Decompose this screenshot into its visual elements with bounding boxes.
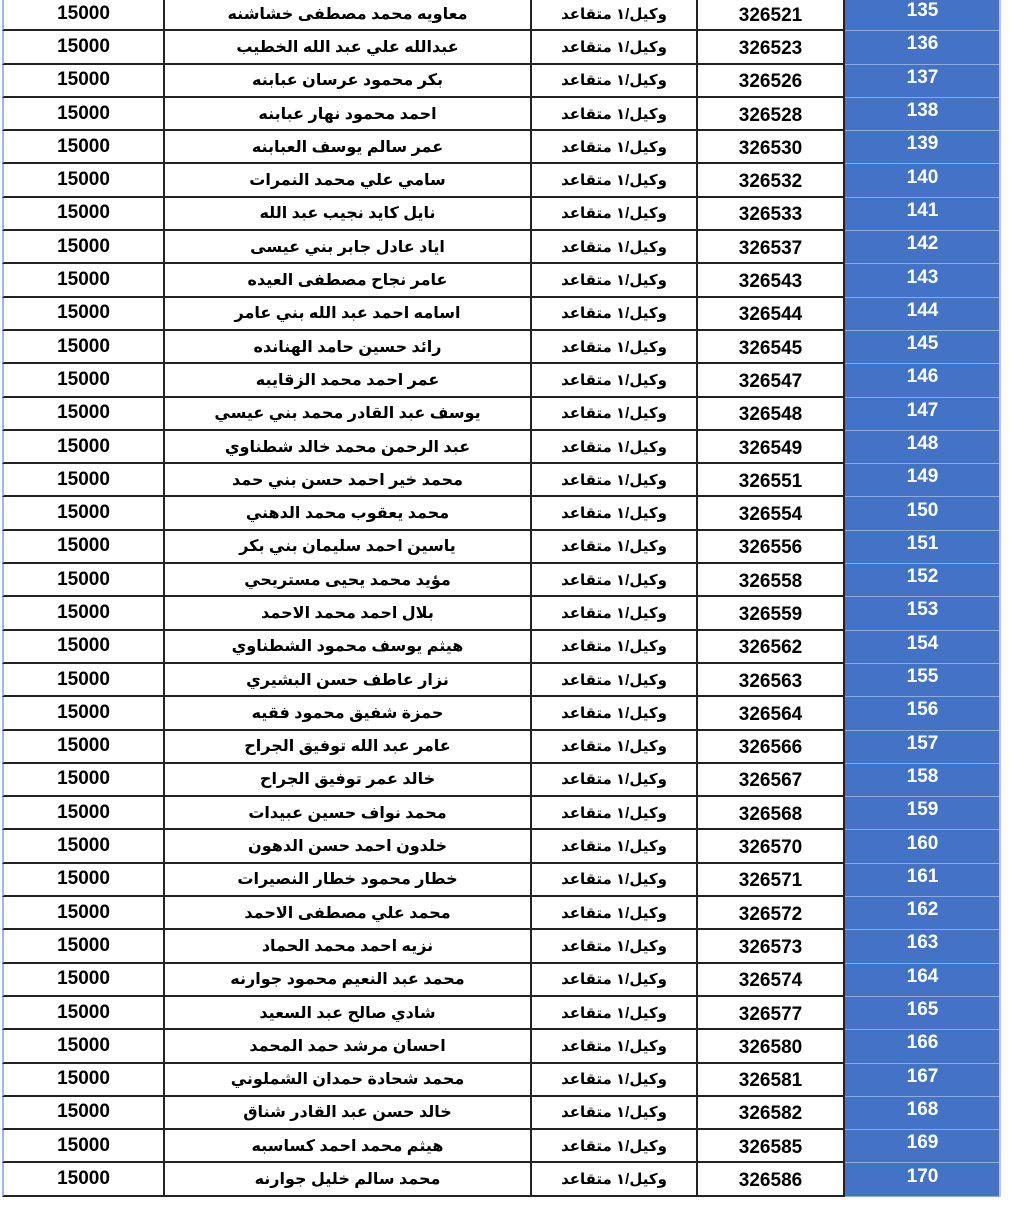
amount-cell[interactable]: 15000 [2,897,163,930]
employee-id-cell[interactable]: 326567 [696,764,845,797]
employee-id-cell[interactable]: 326530 [696,131,845,164]
index-column-edge [999,930,1001,963]
employee-id-cell[interactable]: 326580 [696,1030,845,1063]
name-cell[interactable]: محمد خير احمد حسن بني حمد [163,464,530,497]
name-cell[interactable]: عبدالله علي عبد الله الخطيب [163,31,530,64]
index-column-edge [999,731,1001,764]
table-row [0,531,1009,564]
amount-cell[interactable]: 15000 [2,0,163,31]
table-row [0,331,1009,364]
index-column-edge [999,264,1001,297]
employee-id-cell[interactable]: 326563 [696,664,845,697]
table-row [0,298,1009,331]
index-column-edge [999,198,1001,231]
amount-cell[interactable]: 15000 [2,398,163,431]
amount-cell[interactable]: 15000 [2,31,163,64]
name-cell[interactable]: مؤيد محمد يحيى مستريحي [163,564,530,597]
name-cell[interactable]: معاويه محمد مصطفى خشاشنه [163,0,530,31]
employee-id-cell[interactable]: 326545 [696,331,845,364]
job-title-cell[interactable]: وكيل/١ متقاعد [530,964,696,997]
row-index-cell[interactable]: 162 [845,897,1000,930]
amount-cell[interactable]: 15000 [2,631,163,664]
table-row [0,65,1009,98]
table-row [0,497,1009,530]
amount-cell[interactable]: 15000 [2,997,163,1030]
row-index-cell[interactable]: 164 [845,964,1000,997]
row-index-cell[interactable]: 144 [845,298,1000,331]
index-column-edge [999,764,1001,797]
employee-id-cell[interactable]: 326537 [696,231,845,264]
table-row [0,398,1009,431]
row-index-cell[interactable]: 147 [845,398,1000,431]
amount-cell[interactable]: 15000 [2,531,163,564]
row-index-cell[interactable]: 142 [845,231,1000,264]
index-column-edge [999,331,1001,364]
name-cell[interactable]: خالد حسن عبد القادر شناق [163,1097,530,1130]
row-index-cell[interactable]: 154 [845,631,1000,664]
employee-id-cell[interactable]: 326571 [696,864,845,897]
name-cell[interactable]: اسامه احمد عبد الله بني عامر [163,298,530,331]
row-index-cell[interactable]: 150 [845,497,1000,530]
employee-id-cell[interactable]: 326526 [696,65,845,98]
table-row [0,597,1009,630]
table-row [0,897,1009,930]
table-row [0,164,1009,197]
index-column-edge [999,1097,1001,1130]
name-cell[interactable]: عمر احمد محمد الزقايبه [163,364,530,397]
table-row [0,231,1009,264]
name-cell[interactable]: محمد يعقوب محمد الدهني [163,497,530,530]
name-cell[interactable]: ياسين احمد سليمان بني بكر [163,531,530,564]
job-title-cell[interactable]: وكيل/١ متقاعد [530,897,696,930]
name-cell[interactable]: خلدون احمد حسن الدهون [163,830,530,863]
row-index-cell[interactable]: 148 [845,431,1000,464]
employee-id-cell[interactable]: 326564 [696,697,845,730]
job-title-cell[interactable]: وكيل/١ متقاعد [530,98,696,131]
employee-id-cell[interactable]: 326528 [696,98,845,131]
amount-cell[interactable]: 15000 [2,697,163,730]
index-column-edge [999,1030,1001,1063]
amount-cell[interactable]: 15000 [2,364,163,397]
table-row [0,1030,1009,1063]
employee-id-cell[interactable]: 326521 [696,0,845,31]
job-title-cell[interactable]: وكيل/١ متقاعد [530,1097,696,1130]
job-title-cell[interactable]: وكيل/١ متقاعد [530,131,696,164]
job-title-cell[interactable]: وكيل/١ متقاعد [530,997,696,1030]
name-cell[interactable]: محمد علي مصطفى الاحمد [163,897,530,930]
employee-id-cell[interactable]: 326548 [696,398,845,431]
row-index-cell[interactable]: 138 [845,98,1000,131]
index-column-edge [999,1130,1001,1163]
amount-cell[interactable]: 15000 [2,1064,163,1097]
row-index-cell[interactable]: 136 [845,31,1000,64]
row-index-cell[interactable]: 141 [845,198,1000,231]
row-index-cell[interactable]: 157 [845,731,1000,764]
index-column-edge [999,31,1001,64]
employee-id-cell[interactable]: 326532 [696,164,845,197]
amount-cell[interactable]: 15000 [2,331,163,364]
row-index-cell[interactable]: 155 [845,664,1000,697]
table-row [0,1130,1009,1163]
index-column-edge [999,997,1001,1030]
name-cell[interactable]: اياد عادل جابر بني عيسى [163,231,530,264]
index-column-edge [999,1064,1001,1097]
amount-cell[interactable]: 15000 [2,664,163,697]
table-row [0,797,1009,830]
row-index-cell[interactable]: 140 [845,164,1000,197]
row-index-cell[interactable]: 158 [845,764,1000,797]
job-title-cell[interactable]: وكيل/١ متقاعد [530,597,696,630]
row-index-cell[interactable]: 145 [845,331,1000,364]
name-cell[interactable]: عمر سالم يوسف العبابنه [163,131,530,164]
index-column-edge [999,0,1001,31]
row-index-cell[interactable]: 135 [845,0,1000,31]
row-index-cell[interactable]: 149 [845,464,1000,497]
employee-id-cell[interactable]: 326556 [696,531,845,564]
job-title-cell[interactable]: وكيل/١ متقاعد [530,31,696,64]
table-row [0,664,1009,697]
name-cell[interactable]: محمد شحادة حمدان الشملوني [163,1064,530,1097]
employee-id-cell[interactable]: 326586 [696,1163,845,1196]
row-index-cell[interactable]: 163 [845,930,1000,963]
name-cell[interactable]: هيثم محمد احمد كساسبه [163,1130,530,1163]
index-column-edge [999,1163,1001,1196]
table-row [0,31,1009,64]
table-row [0,997,1009,1030]
amount-cell[interactable]: 15000 [2,164,163,197]
table-row [0,631,1009,664]
employee-id-cell[interactable]: 326559 [696,597,845,630]
amount-cell[interactable]: 15000 [2,1030,163,1063]
job-title-cell[interactable]: وكيل/١ متقاعد [530,864,696,897]
index-column-edge [999,497,1001,530]
amount-cell[interactable]: 15000 [2,764,163,797]
amount-cell[interactable]: 15000 [2,497,163,530]
amount-cell[interactable]: 15000 [2,1163,163,1196]
row-index-cell[interactable]: 146 [845,364,1000,397]
row-index-cell[interactable]: 166 [845,1030,1000,1063]
index-column-edge [999,398,1001,431]
amount-cell[interactable]: 15000 [2,564,163,597]
employee-id-cell[interactable]: 326574 [696,964,845,997]
job-title-cell[interactable]: وكيل/١ متقاعد [530,464,696,497]
row-index-cell[interactable]: 152 [845,564,1000,597]
name-cell[interactable]: محمد سالم خليل جوارنه [163,1163,530,1196]
job-title-cell[interactable]: وكيل/١ متقاعد [530,797,696,830]
row-index-cell[interactable]: 137 [845,65,1000,98]
amount-cell[interactable]: 15000 [2,830,163,863]
amount-cell[interactable]: 15000 [2,797,163,830]
job-title-cell[interactable]: وكيل/١ متقاعد [530,1064,696,1097]
job-title-cell[interactable]: وكيل/١ متقاعد [530,1030,696,1063]
table-row [0,264,1009,297]
job-title-cell[interactable]: وكيل/١ متقاعد [530,431,696,464]
employee-id-cell[interactable]: 326570 [696,830,845,863]
name-cell[interactable]: نزار عاطف حسن البشيري [163,664,530,697]
name-cell[interactable]: بلال احمد محمد الاحمد [163,597,530,630]
table-row [0,964,1009,997]
job-title-cell[interactable]: وكيل/١ متقاعد [530,231,696,264]
index-column-edge [999,797,1001,830]
amount-cell[interactable]: 15000 [2,98,163,131]
index-column-edge [999,464,1001,497]
name-cell[interactable]: نزيه احمد محمد الحماد [163,930,530,963]
amount-cell[interactable]: 15000 [2,597,163,630]
name-cell[interactable]: بكر محمود عرسان عبابنه [163,65,530,98]
amount-cell[interactable]: 15000 [2,131,163,164]
amount-cell[interactable]: 15000 [2,731,163,764]
table-row [0,564,1009,597]
amount-cell[interactable]: 15000 [2,1097,163,1130]
job-title-cell[interactable]: وكيل/١ متقاعد [530,65,696,98]
row-index-cell[interactable]: 153 [845,597,1000,630]
row-index-cell[interactable]: 170 [845,1163,1000,1196]
job-title-cell[interactable]: وكيل/١ متقاعد [530,198,696,231]
job-title-cell[interactable]: وكيل/١ متقاعد [530,731,696,764]
table-row [0,764,1009,797]
name-cell[interactable]: رائد حسين حامد الهنانده [163,331,530,364]
row-index-cell[interactable]: 168 [845,1097,1000,1130]
job-title-cell[interactable]: وكيل/١ متقاعد [530,930,696,963]
employee-id-cell[interactable]: 326573 [696,930,845,963]
job-title-cell[interactable]: وكيل/١ متقاعد [530,331,696,364]
row-index-cell[interactable]: 151 [845,531,1000,564]
job-title-cell[interactable]: وكيل/١ متقاعد [530,664,696,697]
table-row [0,1163,1009,1196]
table-row [0,131,1009,164]
index-column-edge [999,664,1001,697]
table-row [0,731,1009,764]
table-row [0,1097,1009,1130]
name-cell[interactable]: هيثم يوسف محمود الشطناوي [163,631,530,664]
index-column-edge [999,98,1001,131]
employee-id-cell[interactable]: 326577 [696,997,845,1030]
index-column-edge [999,531,1001,564]
table-row [0,1064,1009,1097]
table-row [0,198,1009,231]
employee-id-cell[interactable]: 326572 [696,897,845,930]
job-title-cell[interactable]: وكيل/١ متقاعد [530,398,696,431]
index-column-edge [999,131,1001,164]
employee-id-cell[interactable]: 326568 [696,797,845,830]
index-column-edge [999,564,1001,597]
table-row [0,864,1009,897]
job-title-cell[interactable]: وكيل/١ متقاعد [530,1130,696,1163]
index-column-edge [999,164,1001,197]
amount-cell[interactable]: 15000 [2,431,163,464]
table-row [0,98,1009,131]
name-cell[interactable]: عبد الرحمن محمد خالد شطناوي [163,431,530,464]
amount-cell[interactable]: 15000 [2,864,163,897]
job-title-cell[interactable]: وكيل/١ متقاعد [530,1163,696,1196]
name-cell[interactable]: سامي علي محمد النمرات [163,164,530,197]
table-row [0,930,1009,963]
amount-cell[interactable]: 15000 [2,264,163,297]
index-column-edge [999,231,1001,264]
job-title-cell[interactable]: وكيل/١ متقاعد [530,364,696,397]
job-title-cell[interactable]: وكيل/١ متقاعد [530,164,696,197]
amount-cell[interactable]: 15000 [2,298,163,331]
name-cell[interactable]: احمد محمود نهار عبابنه [163,98,530,131]
row-index-cell[interactable]: 169 [845,1130,1000,1163]
index-column-edge [999,830,1001,863]
amount-cell[interactable]: 15000 [2,964,163,997]
job-title-cell[interactable]: وكيل/١ متقاعد [530,564,696,597]
name-cell[interactable]: محمد نواف حسين عبيدات [163,797,530,830]
employee-id-cell[interactable]: 326566 [696,731,845,764]
index-column-edge [999,298,1001,331]
index-column-edge [999,431,1001,464]
table-row [0,464,1009,497]
name-cell[interactable]: عامر عبد الله توفيق الجراح [163,731,530,764]
row-index-cell[interactable]: 167 [845,1064,1000,1097]
name-cell[interactable]: خطار محمود خطار النصيرات [163,864,530,897]
name-cell[interactable]: عامر نجاح مصطفى العيده [163,264,530,297]
job-title-cell[interactable]: وكيل/١ متقاعد [530,298,696,331]
employee-id-cell[interactable]: 326544 [696,298,845,331]
employee-id-cell[interactable]: 326549 [696,431,845,464]
table-row [0,830,1009,863]
amount-cell[interactable]: 15000 [2,930,163,963]
name-cell[interactable]: احسان مرشد حمد المحمد [163,1030,530,1063]
name-cell[interactable]: محمد عبد النعيم محمود جوارنه [163,964,530,997]
employee-id-cell[interactable]: 326523 [696,31,845,64]
name-cell[interactable]: شادي صالح عبد السعيد [163,997,530,1030]
index-column-edge [999,864,1001,897]
employee-id-cell[interactable]: 326533 [696,198,845,231]
name-cell[interactable]: يوسف عبد القادر محمد بني عيسي [163,398,530,431]
table-row [0,0,1009,31]
table-row [0,364,1009,397]
job-title-cell[interactable]: وكيل/١ متقاعد [530,264,696,297]
job-title-cell[interactable]: وكيل/١ متقاعد [530,497,696,530]
row-index-cell[interactable]: 160 [845,830,1000,863]
employee-id-cell[interactable]: 326543 [696,264,845,297]
amount-cell[interactable]: 15000 [2,198,163,231]
employee-id-cell[interactable]: 326551 [696,464,845,497]
row-index-cell[interactable]: 156 [845,697,1000,730]
amount-cell[interactable]: 15000 [2,464,163,497]
employee-id-cell[interactable]: 326581 [696,1064,845,1097]
index-column-edge [999,364,1001,397]
employee-id-cell[interactable]: 326562 [696,631,845,664]
employee-id-cell[interactable]: 326585 [696,1130,845,1163]
index-column-edge [999,631,1001,664]
index-column-edge [999,597,1001,630]
row-index-cell[interactable]: 159 [845,797,1000,830]
row-index-cell[interactable]: 161 [845,864,1000,897]
employee-id-cell[interactable]: 326547 [696,364,845,397]
employee-id-cell[interactable]: 326558 [696,564,845,597]
job-title-cell[interactable]: وكيل/١ متقاعد [530,764,696,797]
job-title-cell[interactable]: وكيل/١ متقاعد [530,531,696,564]
job-title-cell[interactable]: وكيل/١ متقاعد [530,0,696,31]
index-column-edge [999,897,1001,930]
amount-cell[interactable]: 15000 [2,231,163,264]
employee-id-cell[interactable]: 326582 [696,1097,845,1130]
name-cell[interactable]: نايل كايد نجيب عبد الله [163,198,530,231]
job-title-cell[interactable]: وكيل/١ متقاعد [530,830,696,863]
job-title-cell[interactable]: وكيل/١ متقاعد [530,631,696,664]
employee-id-cell[interactable]: 326554 [696,497,845,530]
name-cell[interactable]: حمزة شفيق محمود فقيه [163,697,530,730]
amount-cell[interactable]: 15000 [2,1130,163,1163]
row-index-cell[interactable]: 165 [845,997,1000,1030]
row-index-cell[interactable]: 143 [845,264,1000,297]
name-cell[interactable]: خالد عمر توفيق الجراح [163,764,530,797]
amount-cell[interactable]: 15000 [2,65,163,98]
index-column-edge [999,964,1001,997]
index-column-edge [999,65,1001,98]
table-row [0,697,1009,730]
table-row [0,431,1009,464]
index-column-edge [999,697,1001,730]
job-title-cell[interactable]: وكيل/١ متقاعد [530,697,696,730]
row-index-cell[interactable]: 139 [845,131,1000,164]
